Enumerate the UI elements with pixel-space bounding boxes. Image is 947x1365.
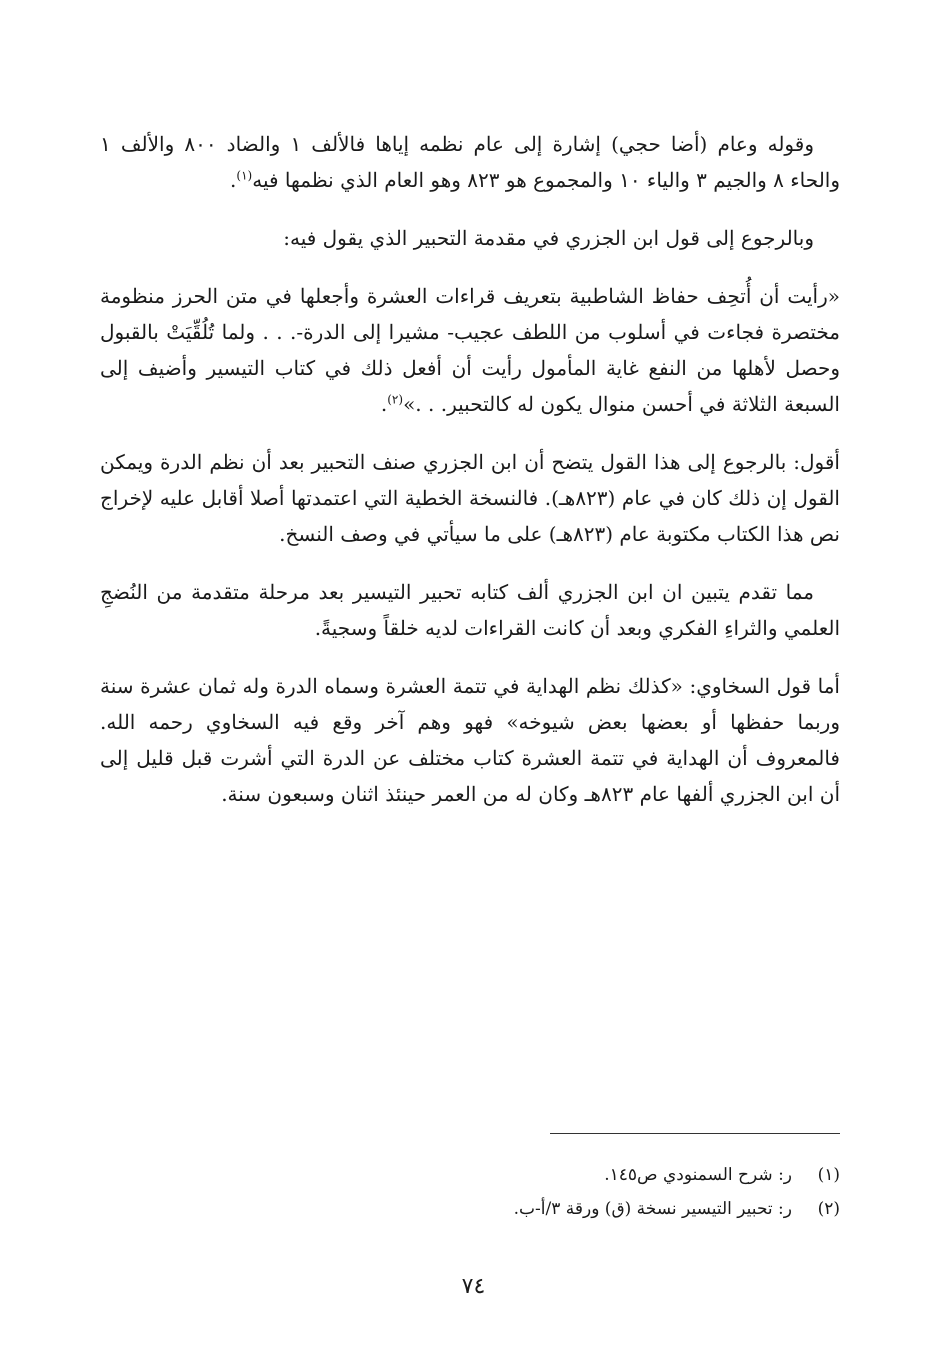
footnote-1 <box>300 1158 840 1192</box>
page-number: ٧٤ <box>461 1274 486 1299</box>
paragraph-1: وقوله وعام (أضا حجي) إشارة إلى عام نظمه إياها فالألف ١ والضاد ٨٠٠ والألف ١ والحاء ٨ والجيم ٣ والياء ١٠ والمجموع هو ٨٢٣ وهو العام الذي نظمها فيه$^{(١)}$. <box>100 132 840 192</box>
footnote-text: ر: شرح السمنودي ص١٤٥. <box>604 1165 792 1185</box>
footnote-ref-2: (٢) <box>387 392 404 407</box>
paragraph-4: أقول: بالرجوع إلى هذا القول يتضح أن ابن الجزري صنف التحبير بعد أن نظم الدرة ويمكن القول إن ذلك كان في عام (٨٢٣هـ). فالنسخة الخطية التي اعتمدتها أصلا أقابل عليه لإخراج نص هذا الكتاب مكتوبة عام (٨٢٣هـ) على ما سيأتي في وصف النسخ. <box>100 450 840 546</box>
main-text <box>100 126 840 834</box>
quote-paragraph: «رأيت أن أُتحِف حفاظ الشاطبية بتعريف قراءات العشرة وأجعلها في متن الحرز منظومة مختصرة فجاءت في أسلوب من اللطف عجيب- مشيرا إلى الدرة-. . . ولما تُلُقِّيَتْ بالقبول وحصل لأهلها من النفع غاية المأمول رأيت أن أفعل ذلك في كتاب التيسير وأضيف إلى السبعة الثلاثة في أحسن منوال يكون له كالتحبير. . .»$^{(٢)}$. <box>100 284 840 416</box>
footnote-text: ر: تحبير التيسير نسخة (ق) ورقة ٣/أ-ب. <box>513 1199 792 1219</box>
paragraph-2: وبالرجوع إلى قول ابن الجزري في مقدمة التحبير الذي يقول فيه: <box>283 226 814 250</box>
footnote-2 <box>300 1192 840 1226</box>
footnote-ref-1: (١) <box>236 168 253 183</box>
footnote-divider <box>550 1133 840 1134</box>
paragraph-5: مما تقدم يتبين ان ابن الجزري ألف كتابه تحبير التيسير بعد مرحلة متقدمة من النُضجِ العلمي والثراءِ الفكري وبعد أن كانت القراءات لديه خلقاً وسجيةً. <box>100 580 840 640</box>
footnotes <box>300 1158 840 1226</box>
footnote-number: (١) <box>817 1165 840 1185</box>
footnote-number: (٢) <box>817 1199 840 1219</box>
paragraph-6: أما قول السخاوي: «كذلك نظم الهداية في تتمة العشرة وسماه الدرة وله ثمان عشرة سنة وربما حفظها أو بعضها بعض شيوخه» فهو وهم آخر وقع فيه السخاوي رحمه الله. فالمعروف أن الهداية في تتمة العشرة كتاب مختلف عن الدرة التي أشرت قبل قليل إلى أن ابن الجزري ألفها عام ٨٢٣هـ وكان له من العمر حينئذ اثنان وسبعون سنة. <box>100 674 840 806</box>
